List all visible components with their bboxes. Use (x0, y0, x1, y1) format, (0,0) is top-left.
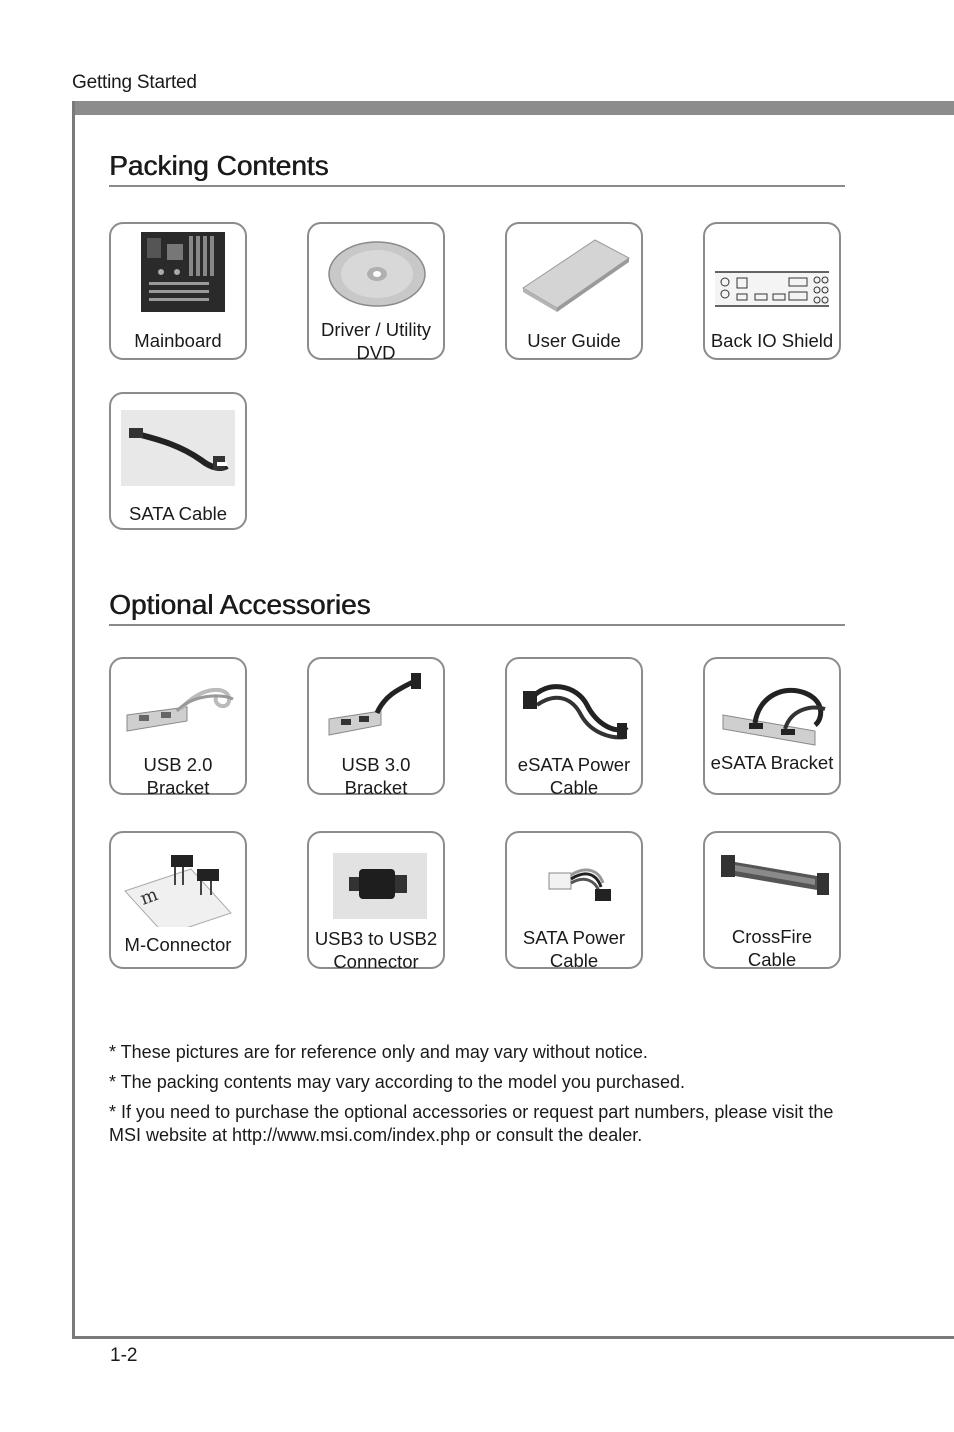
crossfire-cable-image (715, 839, 829, 927)
top-bar (72, 101, 954, 115)
item-label: SATA Power Cable (522, 927, 626, 971)
optional-accessories-rule (109, 624, 845, 626)
sata-cable-image (121, 400, 235, 488)
item-esata-bracket (703, 657, 841, 795)
item-mainboard (109, 222, 247, 360)
item-label: User Guide (527, 330, 621, 351)
note-model-variation: * The packing contents may vary according to the model you purchased. (109, 1072, 685, 1092)
item-label: CrossFire Cable (731, 926, 813, 970)
item-dvd (307, 222, 445, 363)
item-label: SATA Cable (128, 503, 228, 524)
item-label: USB 3.0 Bracket (341, 754, 411, 798)
item-label: USB3 to USB2 Connector (314, 928, 438, 972)
note-reference-only: * These pictures are for reference only and may vary without notice. (109, 1042, 648, 1062)
io-shield-image (715, 230, 829, 318)
item-label: M-Connector (124, 934, 232, 955)
sata-power-cable-image (517, 839, 631, 927)
page-number: 1-2 (110, 1345, 138, 1366)
item-sata-power-cable (505, 831, 643, 969)
packing-contents-title: Packing Contents (109, 150, 329, 181)
packing-contents-rule (109, 185, 845, 187)
svg-text:m: m (137, 884, 161, 910)
esata-bracket-image (715, 665, 829, 753)
dvd-image (319, 230, 433, 318)
optional-accessories-title: Optional Accessories (109, 589, 371, 620)
item-usb3-bracket (307, 657, 445, 798)
user-guide-image (517, 230, 631, 318)
item-label: Driver / Utility DVD (321, 319, 431, 363)
item-label: eSATA Bracket (710, 752, 834, 773)
item-crossfire-cable (703, 831, 841, 969)
m-connector-image (121, 839, 235, 927)
item-back-io-shield (703, 222, 841, 360)
left-rule (72, 101, 75, 1339)
mainboard-image (121, 230, 235, 318)
usb3-to-usb2-image (319, 839, 433, 927)
esata-power-cable-image (517, 665, 631, 753)
bottom-rule (72, 1336, 954, 1339)
item-label: Mainboard (134, 330, 222, 351)
usb3-bracket-image (319, 665, 433, 753)
header-section-label: Getting Started (72, 72, 197, 93)
item-m-connector (109, 831, 247, 969)
item-label: eSATA Power Cable (517, 754, 631, 798)
item-label: USB 2.0 Bracket (143, 754, 213, 798)
item-usb3-to-usb2-connector (307, 831, 445, 972)
item-sata-cable (109, 392, 247, 530)
item-user-guide (505, 222, 643, 360)
note-msi-website: * If you need to purchase the optional accessories or request part numbers, please visit the MSI website at http://www.msi.com/index.php or consult the dealer. (109, 1102, 834, 1145)
usb2-bracket-image (121, 665, 235, 753)
item-label: Back IO Shield (710, 330, 834, 351)
item-esata-power-cable (505, 657, 643, 798)
item-usb2-bracket (109, 657, 247, 798)
